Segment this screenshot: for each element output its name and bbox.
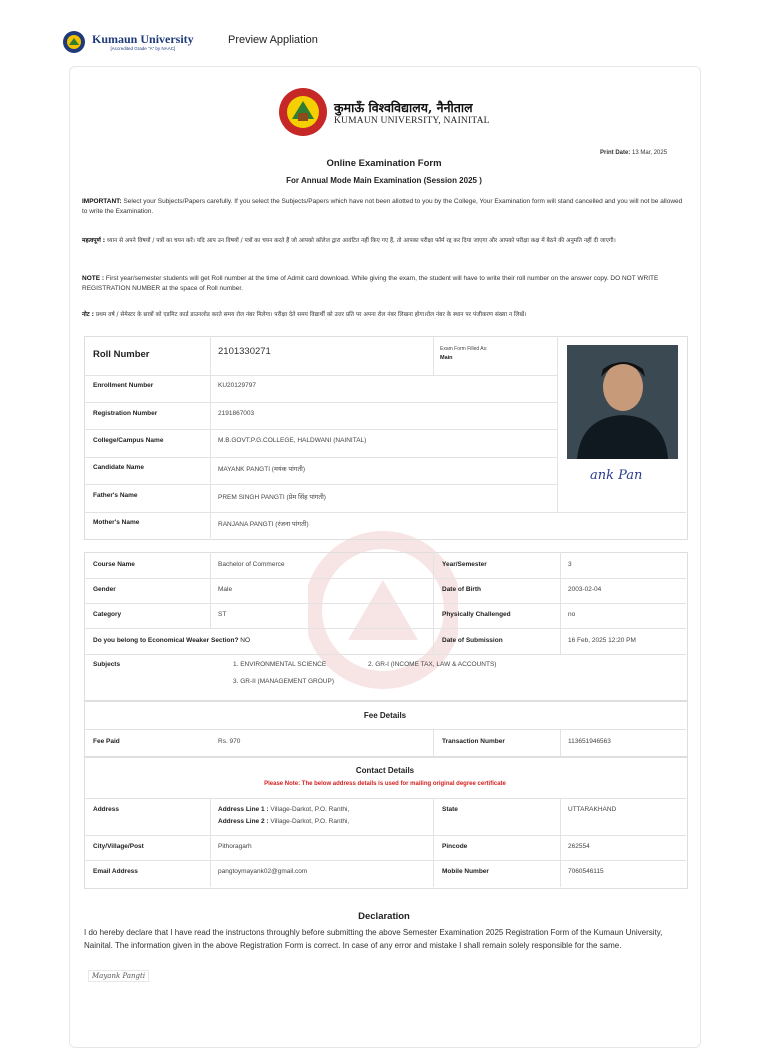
college-value: M.B.GOVT.P.G.COLLEGE, HALDWANI (NAINITAL) — [218, 437, 367, 444]
address-line-2: Address Line 2 : Village-Darkot, P.O. Ranthi, — [218, 818, 350, 825]
year-label: Year/Semester — [442, 561, 487, 568]
course-label: Course Name — [93, 561, 135, 568]
email-value: pangtoymayank02@gmail.com — [218, 868, 308, 875]
pincode-label: Pincode — [442, 843, 468, 850]
mother-name-label: Mother's Name — [93, 519, 140, 526]
declaration-signature: Mayank Pangti — [88, 970, 149, 982]
physically-challenged-label: Physically Challenged — [442, 611, 511, 618]
important-notice-hindi: महत्वपूर्ण : ध्यान से अपने विषयों / पत्रों का चयन करें। यदि आप उन विषयों / पत्रों का चयन करते हैं जो आपको कॉलेज द्वारा आवंटित नहीं किए गए हैं, तो आपका परीक्षा फॉर्म रद्द कर दिया जाएगा और आपको परीक्षा कक्ष में बैठने की अनुमति नहीं दी जाएगी। — [82, 238, 616, 244]
gender-value: Male — [218, 586, 233, 593]
subject-item: 3. GR-II (MANAGEMENT GROUP) — [233, 678, 334, 685]
address-line-1: Address Line 1 : Village-Darkot, P.O. Ranthi, — [218, 806, 350, 813]
father-name-value: PREM SINGH PANGTI (प्रेम सिंह पांगती) — [218, 494, 326, 501]
brand-name: Kumaun University — [92, 32, 194, 46]
registration-label: Registration Number — [93, 410, 158, 417]
brand-accreditation: [Accredited Grade "A" by NAAC] — [110, 46, 176, 51]
city-label: City/Village/Post — [93, 843, 144, 850]
submission-value: 16 Feb, 2025 12:20 PM — [568, 637, 636, 644]
fee-paid-label: Fee Paid — [93, 738, 120, 745]
address-label: Address — [93, 806, 120, 813]
transaction-value: 113651946563 — [568, 738, 611, 745]
subject-item: 1. ENVIRONMENTAL SCIENCE — [233, 661, 327, 668]
email-label: Email Address — [93, 868, 138, 875]
course-value: Bachelor of Commerce — [218, 561, 285, 568]
year-value: 3 — [568, 561, 572, 568]
important-notice: IMPORTANT: Select your Subjects/Papers carefully. If you select the Subjects/Papers which have not been allotted to you by the College, Your Examination form will stand cancelled and you will not be allowed to write the Examination. — [82, 198, 683, 215]
university-seal-icon — [278, 87, 328, 137]
university-name-hindi: कुमाऊँ विश्वविद्यालय, नैनीताल — [334, 99, 473, 115]
city-value: Pithoragarh — [218, 843, 252, 850]
transaction-label: Transaction Number — [442, 738, 505, 745]
father-name-label: Father's Name — [93, 492, 138, 499]
dob-value: 2003-02-04 — [568, 586, 602, 593]
mobile-label: Mobile Number — [442, 868, 489, 875]
person-photo-icon — [567, 345, 678, 459]
state-label: State — [442, 806, 458, 813]
course-info-table — [84, 552, 688, 702]
declaration-title: Declaration — [358, 911, 410, 922]
submission-label: Date of Submission — [442, 637, 503, 644]
print-date: Print Date: 13 Mar, 2025 — [600, 150, 668, 156]
top-bar — [0, 0, 768, 72]
mobile-value: 7060546115 — [568, 868, 604, 875]
note-notice: NOTE : First year/semester students will get Roll number at the time of Admit card download. While giving the exam, the student will have to write their roll number on the answer copy. DO NOT WRITE REGISTRATION NUMBER at the space of Roll number. — [82, 275, 659, 292]
state-value: UTTARAKHAND — [568, 806, 617, 813]
category-value: ST — [218, 611, 227, 618]
subject-item: 2. GR-I (INCOME TAX, LAW & ACCOUNTS) — [368, 661, 497, 668]
roll-number-value: 2101330271 — [218, 346, 271, 357]
fee-paid-value: Rs. 970 — [218, 738, 241, 745]
brand-logo[interactable] — [62, 30, 194, 54]
category-label: Category — [93, 611, 122, 618]
gender-label: Gender — [93, 586, 116, 593]
exam-filled-label: Exam Form Filled As: — [440, 346, 488, 352]
candidate-photo — [567, 345, 678, 459]
candidate-signature: ank Pan — [590, 468, 643, 483]
enrollment-label: Enrollment Number — [93, 382, 154, 389]
exam-filled-value: Main — [440, 355, 453, 361]
registration-value: 2191867003 — [218, 410, 255, 417]
college-label: College/Campus Name — [93, 437, 164, 444]
contact-note: Please Note: The below address details is used for mailing original degree certificate — [264, 781, 506, 787]
pincode-value: 262554 — [568, 843, 590, 850]
contact-details-title: Contact Details — [355, 766, 415, 775]
candidate-name-value: MAYANK PANGTI (मयंक पांगती) — [218, 466, 306, 473]
university-header — [278, 87, 490, 137]
candidate-name-label: Candidate Name — [93, 464, 144, 471]
dob-label: Date of Birth — [442, 586, 481, 593]
physically-challenged-value: no — [568, 611, 576, 618]
form-subtitle: For Annual Mode Main Examination (Session 2025 ) — [286, 176, 482, 185]
note-notice-hindi: नोट : प्रथम वर्ष / सेमेस्टर के छात्रों को एडमिट कार्ड डाउनलोड करते समय रोल नंबर मिलेगा। परीक्षा देते समय विद्यार्थी को उत्तर प्रति पर अपना रोल नंबर लिखना होगा।रोल नंबर के स्थान पर पंजीकरण संख्या न लिखें। — [82, 312, 527, 318]
page-title: Preview Appliation — [228, 34, 318, 46]
declaration-text: I do hereby declare that I have read the instructons throughly before submitting the above Semester Examination 2025 Registration Form of the Kumaun University, Nainital. The information given in the above Registration Form is correct. In case of any error and mistake I shall remain solely responsible for the same. — [84, 928, 663, 950]
university-name-english: KUMAUN UNIVERSITY, NAINITAL — [334, 115, 490, 126]
university-logo-icon — [62, 30, 86, 54]
form-title: Online Examination Form — [326, 158, 442, 169]
fee-details-title: Fee Details — [363, 711, 407, 720]
mother-name-value: RANJANA PANGTI (रंजना पांगती) — [218, 521, 309, 528]
ews-row: Do you belong to Economical Weaker Section? NO — [93, 637, 250, 644]
roll-number-label: Roll Number — [93, 349, 150, 360]
subjects-label: Subjects — [93, 661, 121, 668]
enrollment-value: KU20129797 — [218, 382, 256, 389]
